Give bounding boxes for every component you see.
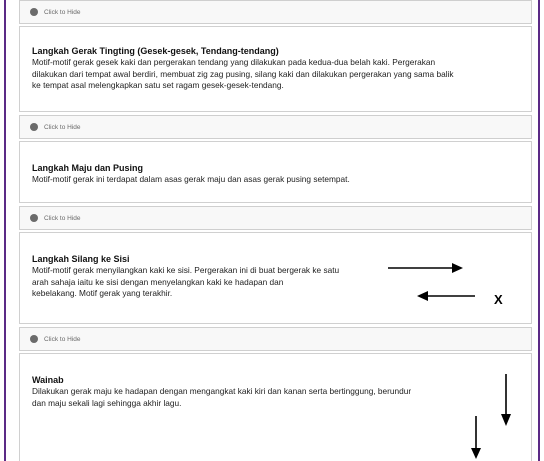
section-title: Wainab	[32, 375, 64, 385]
section-text-line: dan maju sekali lagi sehingga akhir lagu.	[32, 397, 182, 408]
arrow-down-icon	[499, 372, 513, 428]
hide-toggle-label: Click to Hide	[44, 123, 81, 131]
section-text-line: kebelakang. Motif gerak yang terakhir.	[32, 288, 173, 298]
bullet-icon	[30, 8, 38, 16]
section-silang-sisi	[19, 232, 532, 324]
content-frame	[4, 0, 540, 461]
section-text-line: Motif-motif gerak menyilangkan kaki ke sisi. Pergerakan ini di buat bergerak ke satu	[32, 265, 340, 275]
content-column	[19, 0, 532, 461]
hide-toggle-label: Click to Hide	[44, 214, 81, 222]
section-title: Langkah Maju dan Pusing	[32, 163, 144, 173]
section-text-line: Dilakukan gerak maju ke hadapan dengan mengangkat kaki kiri dan kanan serta bertinggung, berundur	[32, 386, 412, 396]
arrow-down-icon	[469, 414, 483, 460]
hide-toggle-4[interactable]	[19, 327, 532, 351]
bullet-icon	[30, 123, 38, 131]
section-text-line: Motif-motif gerak gesek kaki dan pergerakan tendang yang dilakukan pada kedua-dua belah kaki. Pergerakan	[32, 57, 436, 67]
arrow-left-icon	[415, 289, 477, 303]
section-text-line: ke tempat asal melengkapkan satu set ragam gesek-gesek-tendang.	[32, 80, 284, 90]
bullet-icon	[30, 335, 38, 343]
arrow-right-icon	[386, 261, 466, 275]
section-title: Langkah Silang ke Sisi	[32, 254, 130, 264]
hide-toggle-2[interactable]	[19, 115, 532, 139]
cross-mark-annotation: X	[494, 292, 503, 307]
section-wainab	[19, 353, 532, 461]
section-text-line: dilakukan dari tempat awal berdiri, membuat zig zag pusing, silang kaki dan dilakukan pergerakan yang sama balik	[32, 68, 454, 79]
section-text-line: Motif-motif gerak ini terdapat dalam asas gerak maju dan asas gerak pusing setempat.	[32, 174, 350, 184]
bullet-icon	[30, 214, 38, 222]
hide-toggle-label: Click to Hide	[44, 8, 81, 16]
section-tingting	[19, 26, 532, 112]
section-text-line: arah sahaja iaitu ke sisi dengan menyelangkan kaki ke hadapan dan	[32, 276, 284, 287]
hide-toggle-label: Click to Hide	[44, 335, 81, 343]
section-maju-pusing	[19, 141, 532, 203]
section-title: Langkah Gerak Tingting (Gesek-gesek, Tendang-tendang)	[32, 46, 279, 56]
hide-toggle-3[interactable]	[19, 206, 532, 230]
hide-toggle-1[interactable]	[19, 0, 532, 24]
